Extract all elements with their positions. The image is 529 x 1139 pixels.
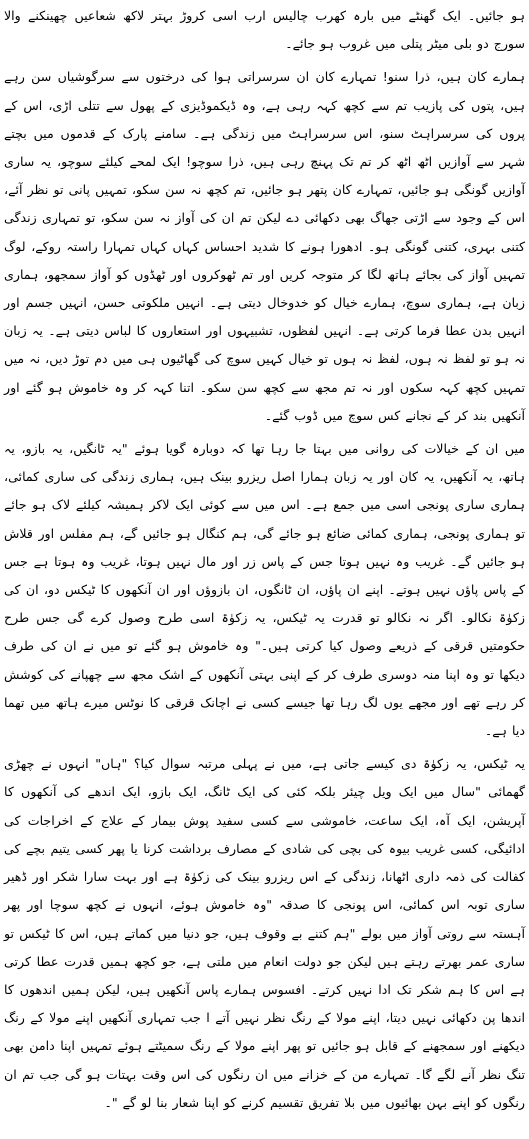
article-page: [4, 2, 525, 1117]
paragraph-1: ہو جائیں۔ ایک گھنٹے میں بارہ کھرب چالیس ارب اسی کروڑ بہتر لاکھ شعاعیں چھینکنے والا سورج دو بلی میٹر پتلی میں غروب ہو جائے۔: [4, 8, 525, 52]
paragraph-3: میں ان کے خیالات کی روانی میں بہتا جا رہا تھا کہ دوبارہ گویا ہوئے "یہ ٹانگیں، یہ بازو، یہ ہاتھ، یہ آنکھیں، یہ کان اور یہ زبان ہمارا اصل ریزرو بینک ہیں، ہماری زندگی کی ساری کمائی، ہماری ساری پونجی اسی میں جمع ہے۔ اس میں سے کوئی ایک لاکر ہمیشہ کیلئے لاک ہو جائے تو ہماری پونجی، ہماری کمائی ضائع ہو جائے گی، ہم کنگال ہو جائیں گے، ہم مفلس اور قلاش ہو جائیں گے۔ غریب وہ نہیں ہوتا جس کے پاس زر اور مال نہیں ہوتا، غریب وہ ہوتا ہے جس کے پاس پاؤں نہیں ہوتے۔ اپنے ان پاؤں، ان ٹانگوں، ان بازوؤں اور ان آنکھوں کا ٹیکس دو، ان کی زکوٰۃ نکالو۔ اگر نہ نکالو تو قدرت یہ ٹیکس، یہ زکوٰۃ اسی طرح وصول کرے گی جس طرح حکومتیں قرقی کے ذریعے وصول کیا کرتی ہیں۔" وہ خاموش ہو گئے تو میں نے ان کی طرف دیکھا تو وہ اپنا منہ دوسری طرف کر کے اپنی بہتی آنکھوں کے اشک مجھ سے چھپانے کی کوشش کر رہے تھے اور مجھے یوں لگ رہا تھا جیسے کسی نے اچانک قرقی کا نوٹس میرے ہاتھ میں تھما دیا ہے۔: [4, 441, 525, 739]
paragraph-2: ہمارے کان ہیں، ذرا سنو! تمہارے کان ان سرسراتی ہوا کی درختوں سے سرگوشیاں سن رہے ہیں، پتوں کی پازیب تم سے کچھ کہہ رہی ہے، وہ ڈیکموڈیزی کے پھول سے تتلی اڑی، اس کے پروں کی سرسراہٹ سنو، اس سرسراہٹ میں زندگی ہے۔ سامنے پارک کے قدموں میں بچتے شہر سے آوازیں اٹھ اٹھ کر تم تک پہنچ رہی ہیں، ذرا سوچو! ایک لمحے کیلئے سوچو، یہ ساری آوازیں گونگی ہو جائیں، تمہارے کان پتھر ہو جائیں، تم کچھ نہ سن سکو، تمہیں پانی تو نظر آئے، اس کے وجود سے اڑتی جھاگ بھی دکھائی دے لیکن تم ان کی آواز نہ سن سکو، تو تمہاری زندگی کتنی بہری، کتنی گونگی ہو۔ ادھورا ہونے کا شدید احساس کہاں کہاں تمہارا راستہ روکے، لوگ تمہیں آواز کی بجائے ہاتھ لگا کر متوجہ کریں اور تم ٹھوکروں اور ٹھڈوں کو آواز سمجھو، ہماری زبان ہے، ہماری سوچ، ہمارے خیال کو خدوخال دیتی ہے۔ انہیں ملکوتی حسن، انہیں جسم اور انہیں بدن عطا فرما کرتی ہے۔ انہیں لفظوں، تشبیہوں اور استعاروں کا لباس دیتی ہے۔ یہ زبان نہ ہو تو لفظ نہ ہوں، لفظ نہ ہوں تو خیال کہیں سوچ کی گھاٹیوں ہی میں دم توڑ دیں، نہ میں تمہیں کچھ کہہ سکوں اور نہ تم مجھ سے کچھ سن سکو۔ اتنا کہہ کر وہ خاموش ہو گئے اور آنکھیں بند کر کے نجانے کس سوچ میں ڈوب گئے۔: [4, 69, 525, 423]
paragraph-4: یہ ٹیکس، یہ زکوٰۃ دی کیسے جاتی ہے، میں نے پہلی مرتبہ سوال کیا؟ "ہاں" انہوں نے چھڑی گھمائی "سال میں ایک ویل چیئر بلکہ کئی کی ایک ٹانگ، ایک بازو، ایک اندھے کی آنکھوں کا آپریشن، ایک آہ، ایک ساعت، خاموشی سے کسی سفید پوش بیمار کے علاج کے اخراجات کی ادائیگی، کسی غریب بیوہ کی بچی کی شادی کے مصارف برداشت کرنا یا پھر کسی یتیم بچے کی کفالت کی ذمہ داری اٹھانا، زندگی کے اس ریزرو بینک کی زکوٰۃ ہے اور بہت سارا شکر اور ڈھیر ساری توبہ اس کمائی، اس پونجی کا صدقہ "وہ خاموش ہوئے، انہوں نے کچھ سوچا اور پھر آہستہ سے روتی آواز میں بولے "ہم کتنے بے وقوف ہیں، جو دنیا میں کماتے ہیں، اس کا ٹیکس تو ساری عمر بھرتے رہتے ہیں لیکن جو دولت انعام میں ملتی ہے، جو کچھ ہمیں قدرت عطا کرتی ہے اس کا ہم شکر تک ادا نہیں کرتے۔ افسوس ہمارے پاس آنکھیں ہیں، لیکن ہمیں اندھوں کا اندھا پن دکھائی نہیں دیتا، اپنے مولا کے رنگ نظر نہیں آتے ا جب تمہاری آنکھیں اپنے مولا کے رنگ دیکھنے اور سمجھنے کے قابل ہو جائیں تو پھر اپنے مولا کے رنگ سمیٹتے ہوئے تمہیں اپنا دامن بھی تنگ نظر آنے لگے گا۔ تمہارے من کے خزانے میں ان رنگوں کی اس وقت بہتات ہو گی جب تم ان رنگوں کو اپنے بہن بھائیوں میں بلا تفریق تقسیم کرنے کو اپنا شعار بنا لو گے "۔: [4, 756, 525, 1110]
